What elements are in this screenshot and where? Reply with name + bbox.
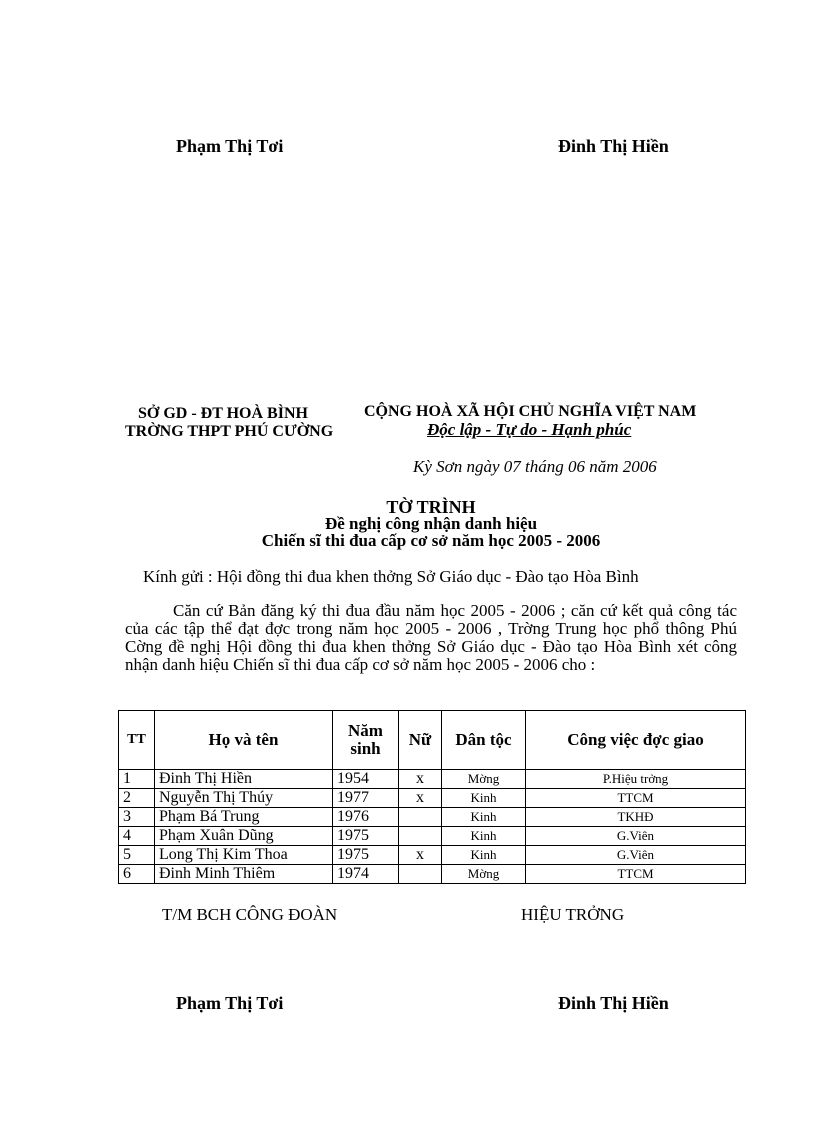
role-right: HIỆU TRỞNG (521, 905, 625, 924)
table-row (119, 808, 746, 827)
cell-birth: 1974 (333, 865, 399, 884)
cell-job: TTCM (526, 789, 746, 808)
agency-line-2: TRỜNG THPT PHÚ CƯỜNG (125, 423, 334, 440)
nation-motto: Độc lập - Tự do - Hạnh phúc (427, 420, 632, 439)
cell-name: Phạm Bá Trung (155, 808, 333, 827)
cell-job: P.Hiệu trởng (526, 770, 746, 789)
col-header-name: Họ và tên (155, 711, 333, 770)
bottom-signature-right: Đinh Thị Hiền (558, 993, 669, 1013)
cell-name: Đinh Thị Hiền (155, 770, 333, 789)
nominee-table (118, 710, 746, 884)
nation-line-1: CỘNG HOÀ XÃ HỘI CHỦ NGHĨA VIỆT NAM (364, 403, 697, 420)
col-header-female: Nữ (399, 711, 442, 770)
cell-ethnicity: Kinh (442, 846, 526, 865)
cell-job: G.Viên (526, 827, 746, 846)
cell-tt: 6 (119, 865, 155, 884)
cell-tt: 4 (119, 827, 155, 846)
cell-tt: 1 (119, 770, 155, 789)
cell-birth: 1976 (333, 808, 399, 827)
document-subtitle-1: Đề nghị công nhận danh hiệu (324, 514, 538, 533)
cell-female: x (399, 846, 442, 865)
col-header-job: Công việc đợc giao (526, 711, 746, 770)
cell-job: TTCM (526, 865, 746, 884)
cell-female (399, 865, 442, 884)
document-subtitle-2: Chiến sĩ thi đua cấp cơ sở năm học 2005 - 2006 (261, 531, 601, 550)
cell-ethnicity: Kinh (442, 789, 526, 808)
addressee-line: Kính gửi : Hội đồng thi đua khen thởng Sở Giáo dục - Đào tạo Hòa Bình (143, 567, 639, 586)
cell-female (399, 827, 442, 846)
top-signature-right: Đinh Thị Hiền (558, 136, 669, 156)
document-title: TỜ TRÌNH (386, 497, 476, 517)
cell-female: x (399, 789, 442, 808)
cell-job: G.Viên (526, 846, 746, 865)
table-row (119, 865, 746, 884)
col-header-ethnicity: Dân tộc (442, 711, 526, 770)
table-row (119, 846, 746, 865)
table-row (119, 770, 746, 789)
cell-birth: 1977 (333, 789, 399, 808)
role-left: T/M BCH CÔNG ĐOÀN (162, 905, 338, 924)
bottom-signature-left: Phạm Thị Tơi (176, 993, 284, 1013)
top-signature-left: Phạm Thị Tơi (176, 136, 284, 156)
date-line: Kỳ Sơn ngày 07 tháng 06 năm 2006 (413, 457, 657, 476)
cell-name: Long Thị Kim Thoa (155, 846, 333, 865)
cell-birth: 1975 (333, 827, 399, 846)
cell-birth: 1975 (333, 846, 399, 865)
cell-tt: 2 (119, 789, 155, 808)
table-row (119, 789, 746, 808)
body-paragraph-block (125, 602, 737, 674)
cell-ethnicity: Mờng (442, 865, 526, 884)
cell-tt: 5 (119, 846, 155, 865)
cell-job: TKHĐ (526, 808, 746, 827)
body-paragraph: Căn cứ Bản đăng ký thi đua đầu năm học 2005 - 2006 ; căn cứ kết quả công tác của các tập thể đạt đợc trong năm học 2005 - 2006 , Trờng Trung học phổ thông Phú Cờng đề nghị Hội đồng thi đua khen thởng Sở Giáo dục - Đào tạo Hòa Bình xét công nhận danh hiệu Chiến sĩ thi đua cấp cơ sở năm học 2005 - 2006 cho : (125, 601, 737, 674)
cell-name: Nguyễn Thị Thúy (155, 789, 333, 808)
agency-line-1: SỞ GD - ĐT HOÀ BÌNH (138, 405, 308, 422)
cell-name: Đinh Minh Thiêm (155, 865, 333, 884)
cell-ethnicity: Mờng (442, 770, 526, 789)
cell-tt: 3 (119, 808, 155, 827)
table-header-row (119, 711, 746, 770)
cell-female: x (399, 770, 442, 789)
cell-ethnicity: Kinh (442, 808, 526, 827)
col-header-tt: TT (119, 711, 155, 770)
cell-name: Phạm Xuân Dũng (155, 827, 333, 846)
cell-birth: 1954 (333, 770, 399, 789)
cell-female (399, 808, 442, 827)
table-row (119, 827, 746, 846)
col-header-birth: Năm sinh (333, 711, 399, 770)
cell-ethnicity: Kinh (442, 827, 526, 846)
